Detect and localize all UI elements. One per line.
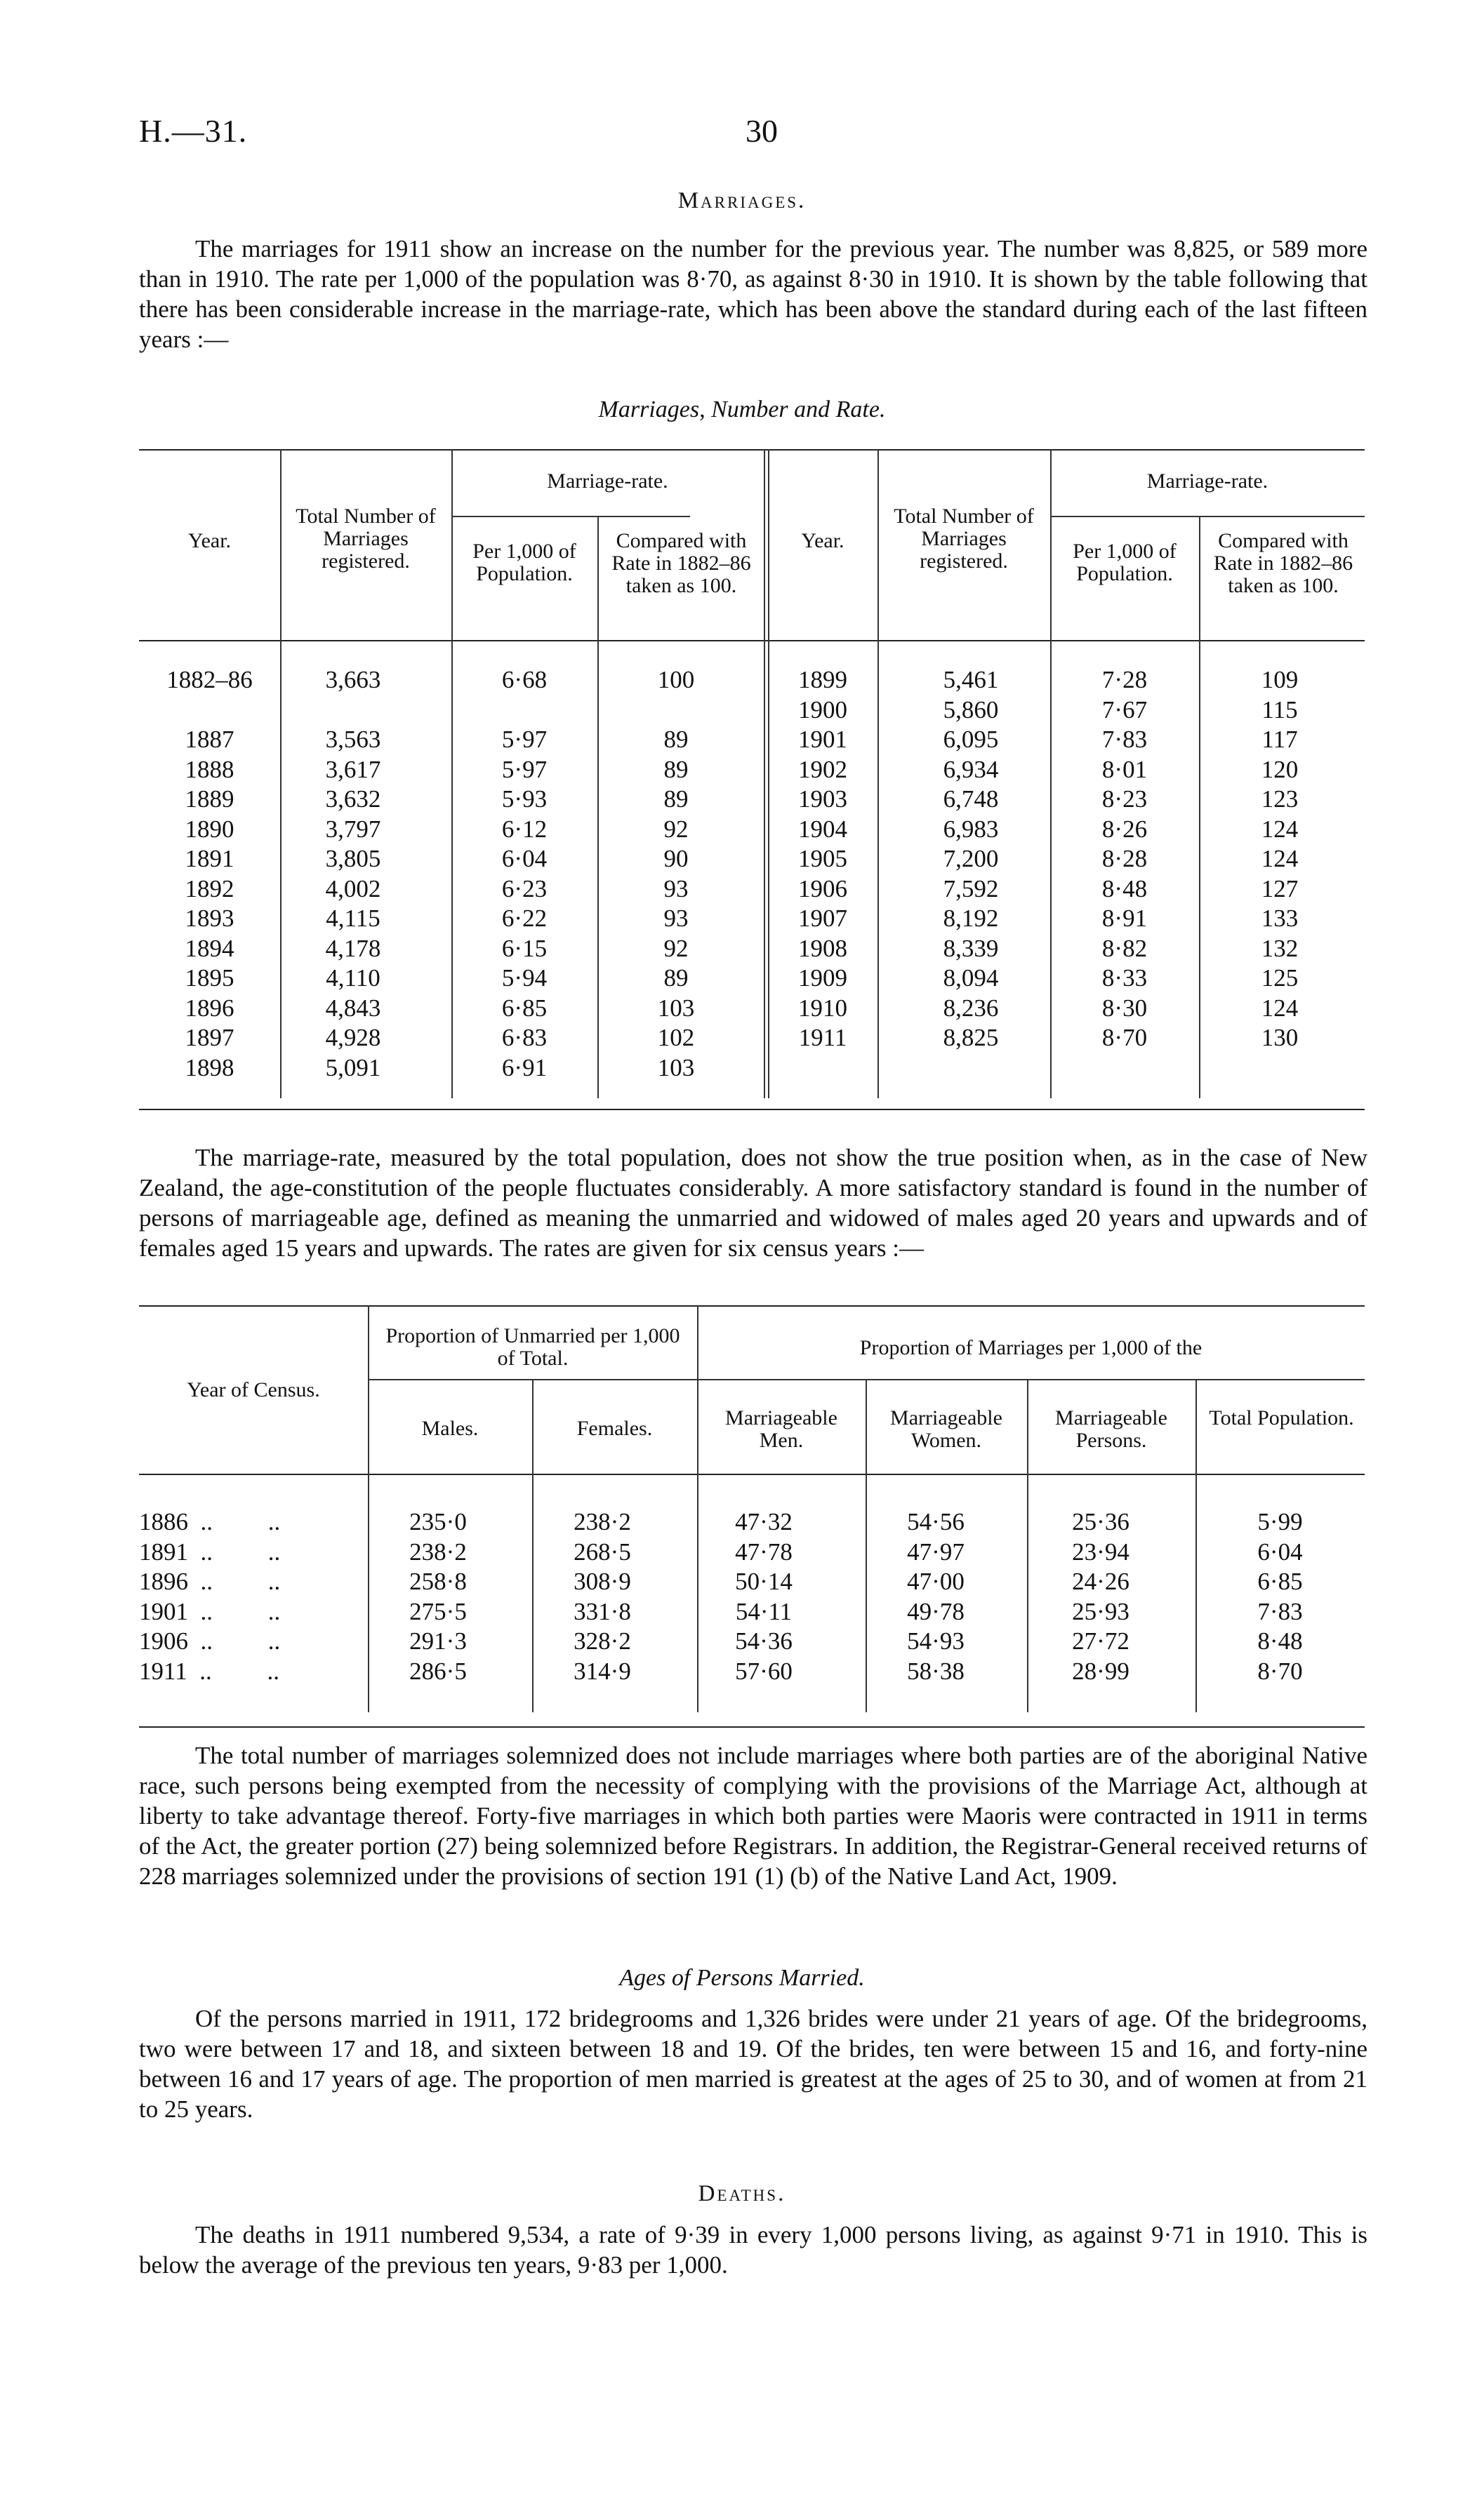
header-per-1000: Per 1,000 of Population. [472,540,576,585]
rate-group-rule-left [451,516,690,517]
col-rule [451,449,453,1098]
table-top-rule [139,449,1365,451]
header-males: Males. [421,1417,479,1440]
marriages-heading: Marriages. [677,188,807,213]
right-compared-col: 109 115 117 120 123 124 124 127 133 132 125 124 130 [1261,666,1299,1051]
table-top-rule [139,1305,1365,1307]
col-rule [764,449,765,1098]
marriage-rate-paragraph: The marriage-rate, measured by the total population, does not show the true position when, as in the case of New Zealand, the age-constitution of the people fluctuates considerably. A more satisfactory standard is found in the number of persons of marriageable age, defined as meaning the unmarried and widowed of males aged 20 years and upwards and of females aged 15 years and upwards. The rates are given for six census years :— [139,1144,1367,1262]
left-compared-col: 100 89 89 89 92 90 93 93 92 89 103 102 103 [657,666,695,1081]
header-rate-group: Marriage-rate. [547,469,668,493]
col-rule [597,516,599,1098]
deaths-paragraph: The deaths in 1911 numbered 9,534, a rate of 9·39 in every 1,000 persons living, as against 9·71 in 1910. This is below the average of the previous ten years, 9·83 per 1,000. [139,2221,1367,2279]
left-per1000-col: 6·68 5·97 5·97 5·93 6·12 6·04 6·23 6·22 6·15 5·94 6·85 6·83 6·91 [501,666,548,1081]
col-rule [280,449,281,1098]
header-per-1000-right: Per 1,000 of Population. [1073,540,1177,585]
right-total-col: 5,461 5,860 6,095 6,934 6,748 6,983 7,200 7,592 8,192 8,339 8,094 8,236 8,825 [943,666,999,1051]
header-marriages-group: Proportion of Marriages per 1,000 of the [859,1336,1203,1359]
marriages-table [139,449,1365,1112]
table-header-rule [139,1474,1365,1475]
header-total-right: Total Number of Marriages registered. [894,505,1034,573]
right-per1000-col: 7·28 7·67 7·83 8·01 8·23 8·26 8·28 8·48 8·91 8·82 8·33 8·30 8·70 [1101,666,1148,1051]
deaths-heading: Deaths. [698,2181,786,2206]
header-year-of-census: Year of Census. [187,1378,320,1401]
ages-heading: Ages of Persons Married. [619,1965,865,1991]
males-col: 235·0 238·2 258·8 275·5 291·3 286·5 [409,1508,467,1685]
census-table [139,1305,1365,1730]
header-year-right: Year. [801,529,844,552]
marriageable-women-col: 54·56 47·97 47·00 49·78 54·93 58·38 [907,1508,965,1685]
census-year-col: 1886 .. .. 1891 .. .. 1896 .. .. 1901 .. .. 1906 .. .. 1911 .. .. [139,1508,281,1685]
total-population-col: 5·99 6·04 6·85 7·83 8·48 8·70 [1257,1508,1303,1685]
col-rule [1050,449,1052,1098]
marriageable-persons-col: 25·36 23·94 24·26 25·93 27·72 28·99 [1072,1508,1129,1685]
left-year-col: 1882–86 1887 1888 1889 1890 1891 1892 1893 1894 1895 1896 1897 1898 [166,666,253,1081]
document-id: H.—31. [139,113,248,149]
col-rule [877,449,879,1098]
table-bottom-rule [139,1109,1365,1110]
header-year: Year. [187,529,232,552]
females-col: 238·2 268·5 308·9 331·8 328·2 314·9 [574,1508,631,1685]
table-header-rule [139,640,1365,641]
ages-paragraph: Of the persons married in 1911, 172 bridegrooms and 1,326 brides were under 21 years of age. Of the bridegrooms, two were between 17 and 18, and sixteen between 18 and 19. Of the brides, ten were between 15 and 16, and forty-nine between 16 and 17 years of age. The proportion of men married is greatest at the ages of 25 to 30, and of women at from 21 to 25 years. [139,2005,1367,2123]
page-number: 30 [746,113,778,149]
header-unmarried-group: Proportion of Unmarried per 1,000 of Total. [385,1324,680,1370]
header-females: Females. [576,1417,653,1440]
marriages-intro: The marriages for 1911 show an increase on the number for the previous year. The number was 8,825, or 589 more than in 1910. The rate per 1,000 of the population was 8·70, as against 8·30 in 1910. It is shown by the table following that there has been considerable increase in the marriage-rate, which has been above the standard during each of the last fifteen years :— [139,235,1367,353]
header-marriageable-persons: Marriageable Persons. [1055,1406,1167,1452]
header-marriageable-women: Marriageable Women. [890,1406,1002,1452]
header-rate-group-right: Marriage-rate. [1146,469,1268,493]
col-rule [1199,516,1200,1098]
marriages-table-title: Marriages, Number and Rate. [598,396,886,422]
marriageable-men-col: 47·32 47·78 50·14 54·11 54·36 57·60 [735,1508,793,1685]
header-compared-right: Compared with Rate in 1882–86 taken as 100. [1213,529,1353,597]
table-bottom-rule [139,1726,1365,1728]
right-year-col: 1899 1900 1901 1902 1903 1904 1905 1906 1907 1908 1909 1910 1911 [798,666,847,1051]
header-compared: Compared with Rate in 1882–86 taken as 100. [611,529,751,597]
rate-group-rule-right [1050,516,1365,517]
header-marriageable-men: Marriageable Men. [725,1406,837,1452]
left-total-col: 3,663 3,563 3,617 3,632 3,797 3,805 4,002 4,115 4,178 4,110 4,843 4,928 5,091 [325,666,381,1081]
header-total-population: Total Population. [1209,1406,1354,1429]
native-marriages-paragraph: The total number of marriages solemnized does not include marriages where both parties are of the aboriginal Native race, such persons being exempted from the necessity of complying with the provisions of the Marriage Act, although at liberty to take advantage thereof. Forty-five marriages in which both parties were Maoris were contracted in 1911 in terms of the Act, the greater portion (27) being solemnized before Registrars. In addition, the Registrar-General received returns of 228 marriages solemnized under the provisions of section 191 (1) (b) of the Native Land Act, 1909. [139,1742,1367,1890]
header-total: Total Number of Marriages registered. [296,505,436,573]
